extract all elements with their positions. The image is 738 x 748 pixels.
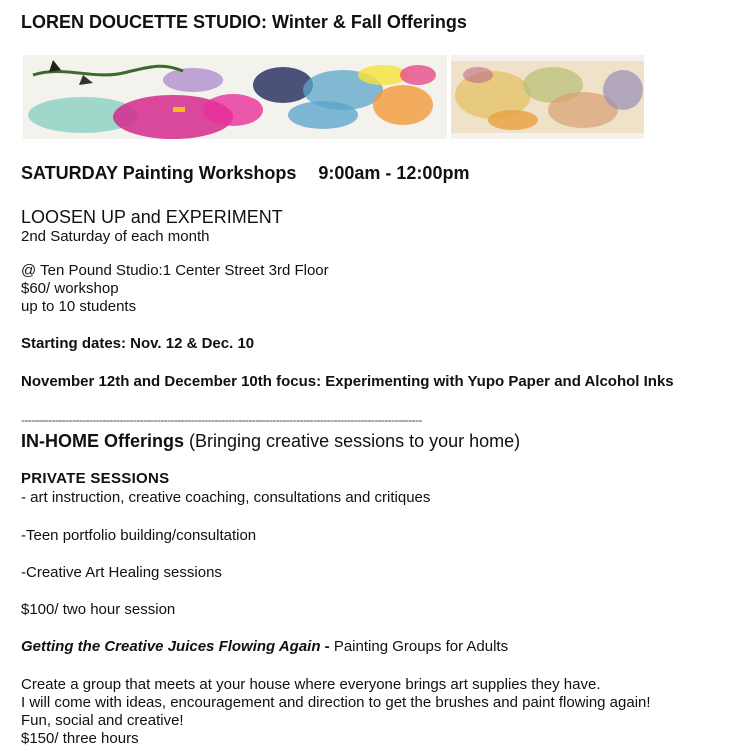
- workshop-subheading: LOOSEN UP and EXPERIMENT: [21, 207, 283, 227]
- group-heading: [21, 638, 508, 656]
- group-subtitle: Painting Groups for Adults: [329, 638, 509, 655]
- private-sessions-title: PRIVATE SESSIONS: [21, 470, 170, 487]
- section-divider: ----------------------------------------------------------------------------------------------------------------------: [21, 413, 422, 427]
- group-price: $150/ three hours: [21, 730, 139, 747]
- private-item-portfolio: -Teen portfolio building/consultation: [21, 527, 257, 544]
- artwork-banner-image: [23, 55, 644, 139]
- workshop-starting-dates: Starting dates: Nov. 12 & Dec. 10: [21, 335, 255, 352]
- group-title: Getting the Creative Juices Flowing Again -: [21, 638, 330, 655]
- page-title: LOREN DOUCETTE STUDIO: Winter & Fall Offerings: [21, 12, 467, 32]
- workshop-focus: November 12th and December 10th focus: Experimenting with Yupo Paper and Alcohol Inks: [21, 373, 674, 390]
- workshop-price: $60/ workshop: [21, 280, 119, 297]
- private-session-price: $100/ two hour session: [21, 601, 176, 618]
- saturday-heading-text: SATURDAY Painting Workshops: [21, 163, 297, 183]
- workshop-capacity: up to 10 students: [21, 298, 137, 315]
- workshop-location: @ Ten Pound Studio:1 Center Street 3rd Floor: [21, 262, 329, 279]
- private-item-healing: -Creative Art Healing sessions: [21, 564, 222, 581]
- saturday-workshops-heading: [21, 162, 469, 184]
- group-description-3: Fun, social and creative!: [21, 712, 184, 729]
- group-description-2: I will come with ideas, encouragement and direction to get the brushes and paint flowing again!: [21, 694, 651, 711]
- group-description-1: Create a group that meets at your house where everyone brings art supplies they have.: [21, 676, 601, 693]
- workshop-frequency: 2nd Saturday of each month: [21, 228, 210, 245]
- inhome-heading-bold: IN-HOME Offerings: [21, 431, 185, 451]
- inhome-heading: [21, 430, 520, 452]
- inhome-heading-rest: (Bringing creative sessions to your home): [184, 431, 521, 451]
- private-item-instruction: - art instruction, creative coaching, consultations and critiques: [21, 489, 431, 506]
- saturday-time: 9:00am - 12:00pm: [318, 163, 470, 183]
